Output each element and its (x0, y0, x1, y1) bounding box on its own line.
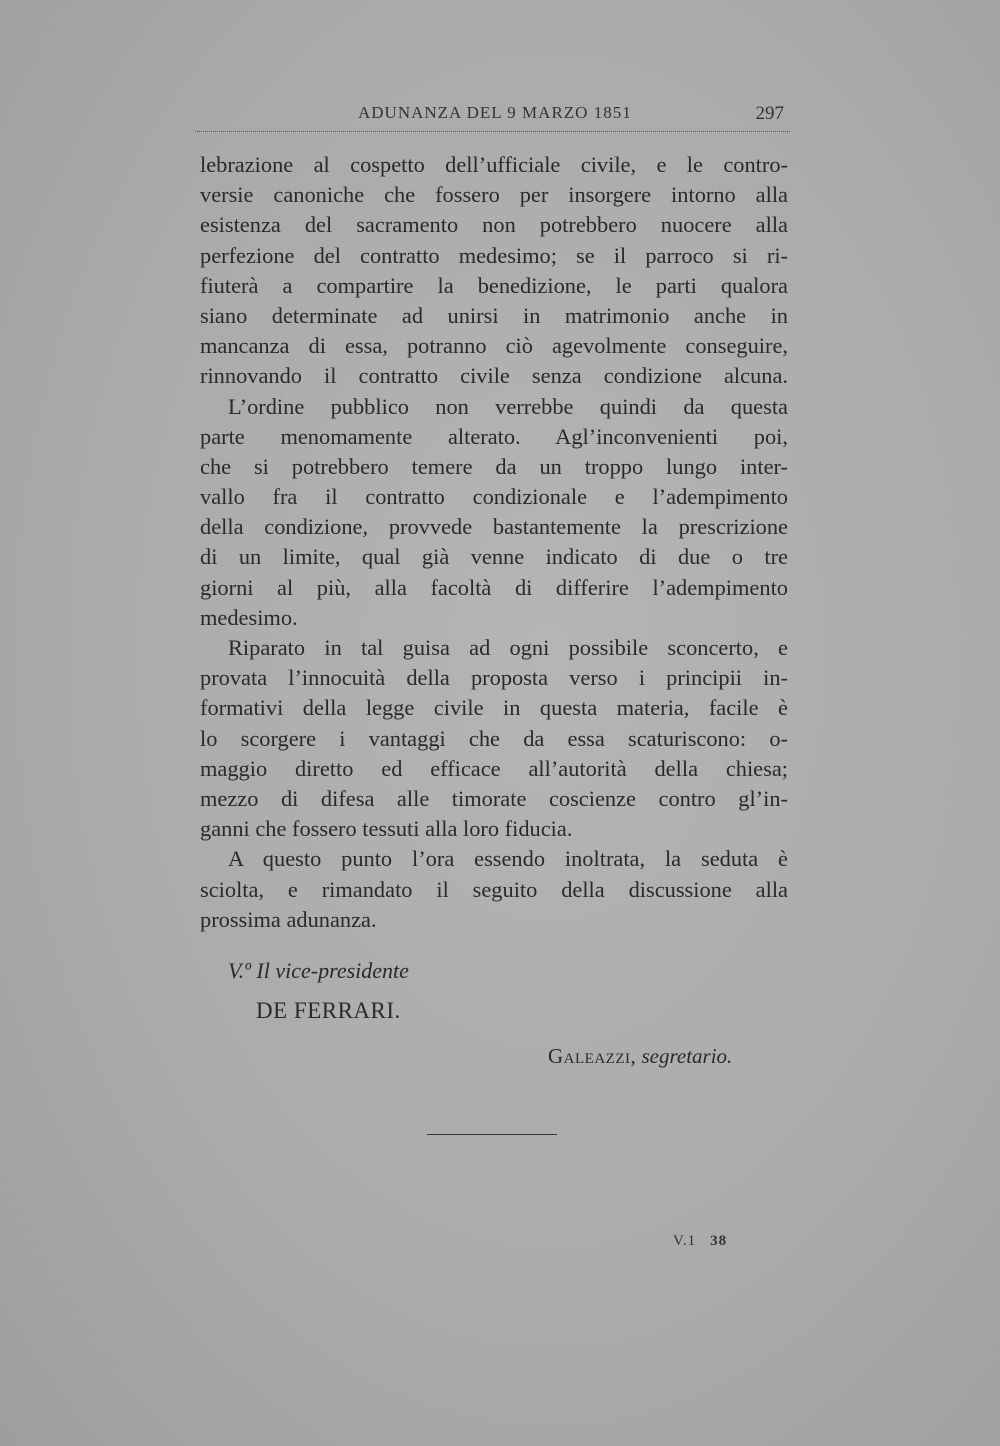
text-line: perfezione del contratto medesimo; se il parroco si ri- (200, 242, 788, 268)
text-line: di un limite, qual già venne indicato di due o tre (200, 544, 788, 570)
text-line: parte menomamente alterato. Agl’inconvenienti poi, (200, 423, 788, 449)
vice-president-visa: V.º Il vice-presidente (228, 958, 409, 983)
page-header (200, 103, 790, 133)
printer-signature (673, 1233, 727, 1250)
secretary-name: Galeazzi, (548, 1044, 637, 1068)
text-line: versie canoniche che fossero per insorgere intorno alla (200, 182, 788, 208)
text-line: sciolta, e rimandato il seguito della discussione alla (200, 876, 788, 902)
text-line: maggio diretto ed efficace all’autorità della chiesa; (200, 755, 788, 781)
signature-number: 38 (710, 1233, 728, 1249)
text-line: L’ordine pubblico non verrebbe quindi da questa (228, 393, 788, 419)
body-text (200, 150, 788, 935)
header-rule (195, 131, 790, 132)
text-line: siano determinate ad unirsi in matrimonio anche in (200, 302, 788, 328)
running-head: ADUNANZA DEL 9 MARZO 1851 (358, 103, 632, 122)
text-line: vallo fra il contratto condizionale e l’adempimento (200, 484, 788, 510)
text-line: formativi della legge civile in questa materia, facile è (200, 695, 788, 721)
text-line: prossima adunanza. (200, 906, 377, 932)
text-line: A questo punto l’ora essendo inoltrata, la seduta è (228, 846, 788, 872)
text-line: della condizione, provvede bastantemente la prescrizione (200, 514, 788, 540)
volume-mark: V.1 (673, 1233, 697, 1249)
text-line: che si potrebbero temere da un troppo lungo inter- (200, 453, 788, 479)
text-line: giorni al più, alla facoltà di differire l’adempimento (200, 574, 788, 600)
text-line: Riparato in tal guisa ad ogni possibile sconcerto, e (228, 635, 788, 660)
text-line: rinnovando il contratto civile senza condizione alcuna. (200, 363, 788, 389)
text-line: ganni che fossero tessuti alla loro fiducia. (200, 816, 573, 842)
text-line: mancanza di essa, potranno ciò agevolmente conseguire, (200, 333, 788, 359)
text-line: fiuterà a compartire la benedizione, le parti qualora (200, 272, 788, 298)
president-name: DE FERRARI. (256, 998, 401, 1023)
text-line: esistenza del sacramento non potrebbero nuocere alla (200, 212, 788, 238)
text-line: lo scorgere i vantaggi che da essa scaturiscono: o- (200, 725, 788, 751)
text-line: lebrazione al cospetto dell’ufficiale civile, e le contro- (200, 152, 788, 177)
secretary-signature (548, 1044, 732, 1069)
text-line: mezzo di difesa alle timorate coscienze contro gl’in- (200, 785, 788, 811)
text-line: medesimo. (200, 604, 298, 630)
secretary-title: segretario. (641, 1044, 733, 1068)
page-number: 297 (755, 103, 784, 124)
end-rule (427, 1134, 557, 1135)
text-line: provata l’innocuità della proposta verso i principii in- (200, 665, 788, 691)
